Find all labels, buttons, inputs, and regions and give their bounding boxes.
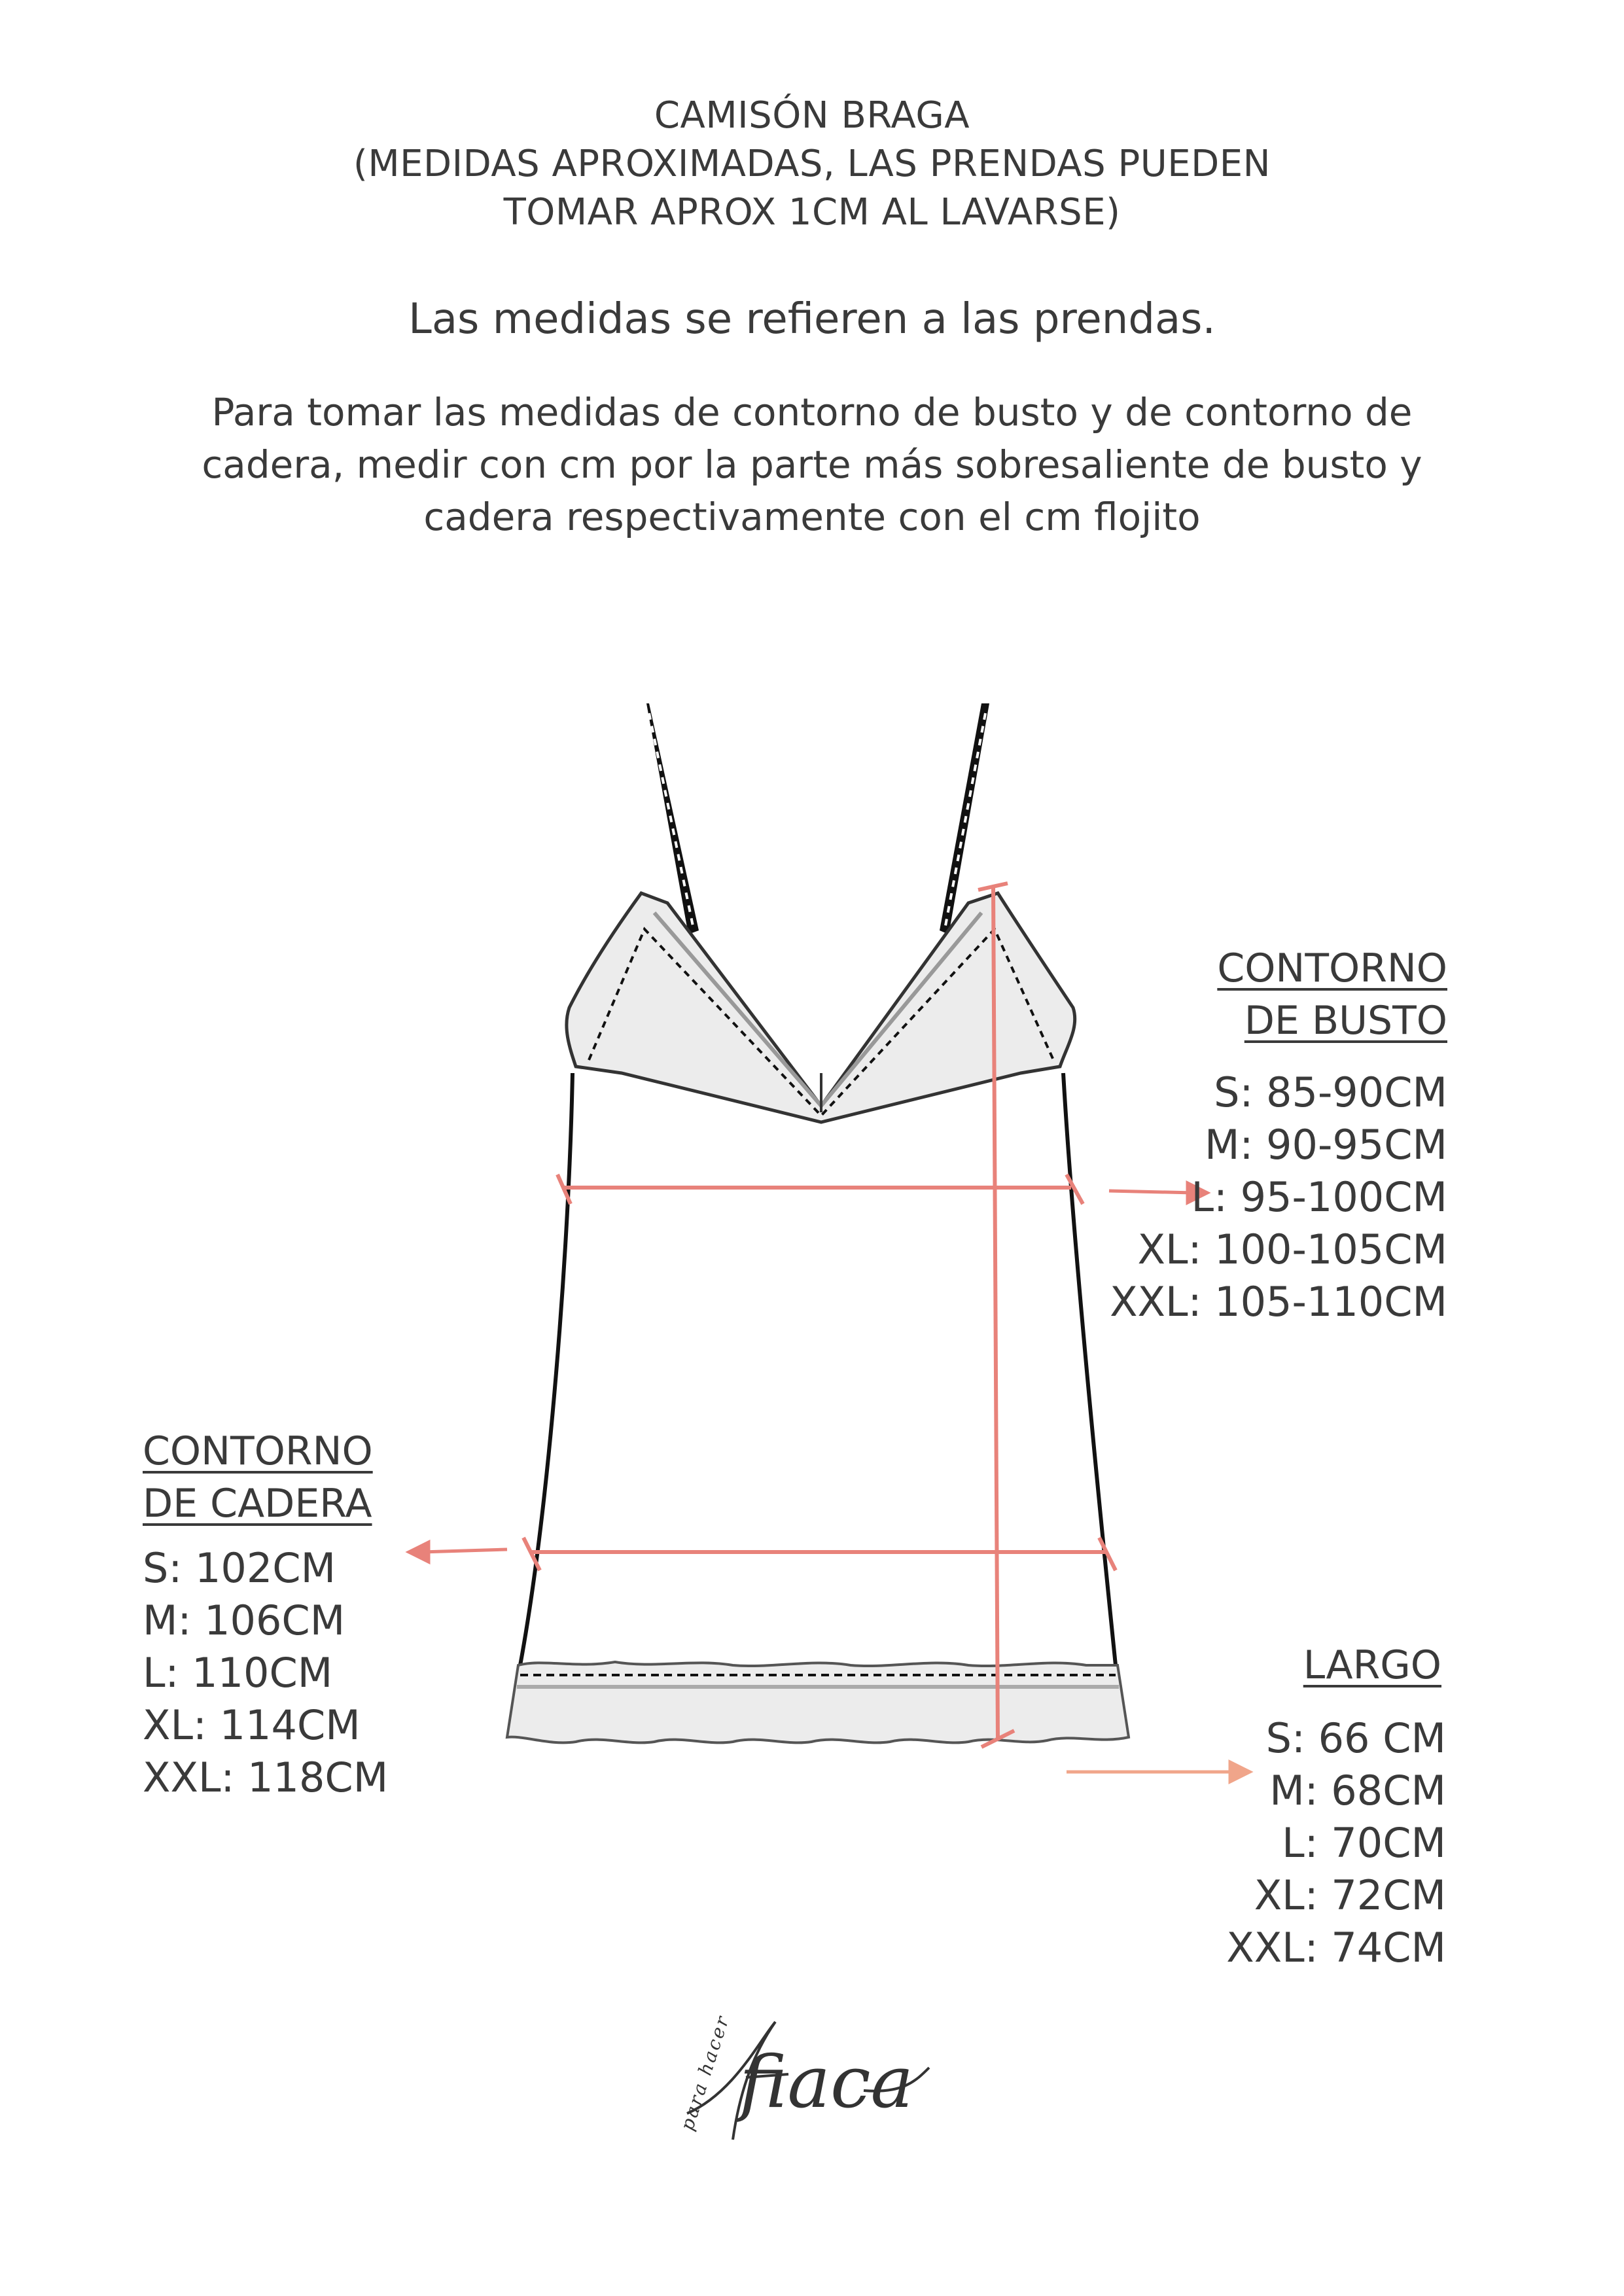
cadera-sizes [143, 1542, 535, 1804]
busto-sizes [981, 1067, 1447, 1328]
cadera-heading-line-2: DE CADERA [143, 1481, 372, 1527]
largo-section [1112, 1639, 1441, 1691]
cadera-size-l: L: 110CM [143, 1649, 333, 1697]
largo-sizes [1112, 1712, 1446, 1974]
cadera-size-s: S: 102CM [143, 1544, 336, 1592]
busto-size-s: S: 85-90CM [1214, 1069, 1447, 1116]
busto-section [981, 942, 1447, 1047]
busto-size-xxl: XXL: 105-110CM [1110, 1278, 1447, 1326]
title-line-2: (MEDIDAS APROXIMADAS, LAS PRENDAS PUEDEN [353, 143, 1271, 185]
largo-size-s: S: 66 CM [1265, 1714, 1446, 1762]
title-line-1: CAMISÓN BRAGA [654, 94, 970, 137]
logo-main-text: fiaca [739, 2040, 914, 2124]
logo-small-text: para hacer [676, 2012, 734, 2134]
instructions-line-3: cadera respectivamente con el cm flojito [423, 495, 1201, 539]
largo-size-xxl: XXL: 74CM [1226, 1924, 1446, 1971]
cadera-size-m: M: 106CM [143, 1597, 345, 1644]
largo-size-l: L: 70CM [1282, 1819, 1446, 1867]
busto-heading-line-1: CONTORNO [1217, 945, 1447, 991]
title-line-3: TOMAR APROX 1CM AL LAVARSE) [503, 191, 1121, 234]
instructions-line-1: Para tomar las medidas de contorno de busto y de contorno de [211, 390, 1413, 434]
instructions-line-2: cadera, medir con cm por la parte más sobresaliente de busto y [202, 442, 1422, 487]
busto-size-l: L: 95-100CM [1191, 1173, 1447, 1221]
cadera-heading-line-1: CONTORNO [143, 1428, 373, 1474]
cadera-size-xl: XL: 114CM [143, 1701, 361, 1749]
largo-size-xl: XL: 72CM [1254, 1871, 1446, 1919]
cadera-size-xxl: XXL: 118CM [143, 1754, 389, 1801]
busto-size-xl: XL: 100-105CM [1137, 1226, 1447, 1273]
fiaca-logo [676, 2012, 929, 2140]
cadera-section [143, 1425, 535, 1530]
busto-heading-line-2: DE BUSTO [1244, 998, 1447, 1044]
largo-heading: LARGO [1303, 1642, 1441, 1688]
busto-size-m: M: 90-95CM [1204, 1121, 1447, 1169]
subtitle: Las medidas se refieren a las prendas. [408, 295, 1216, 344]
largo-size-m: M: 68CM [1269, 1767, 1446, 1814]
